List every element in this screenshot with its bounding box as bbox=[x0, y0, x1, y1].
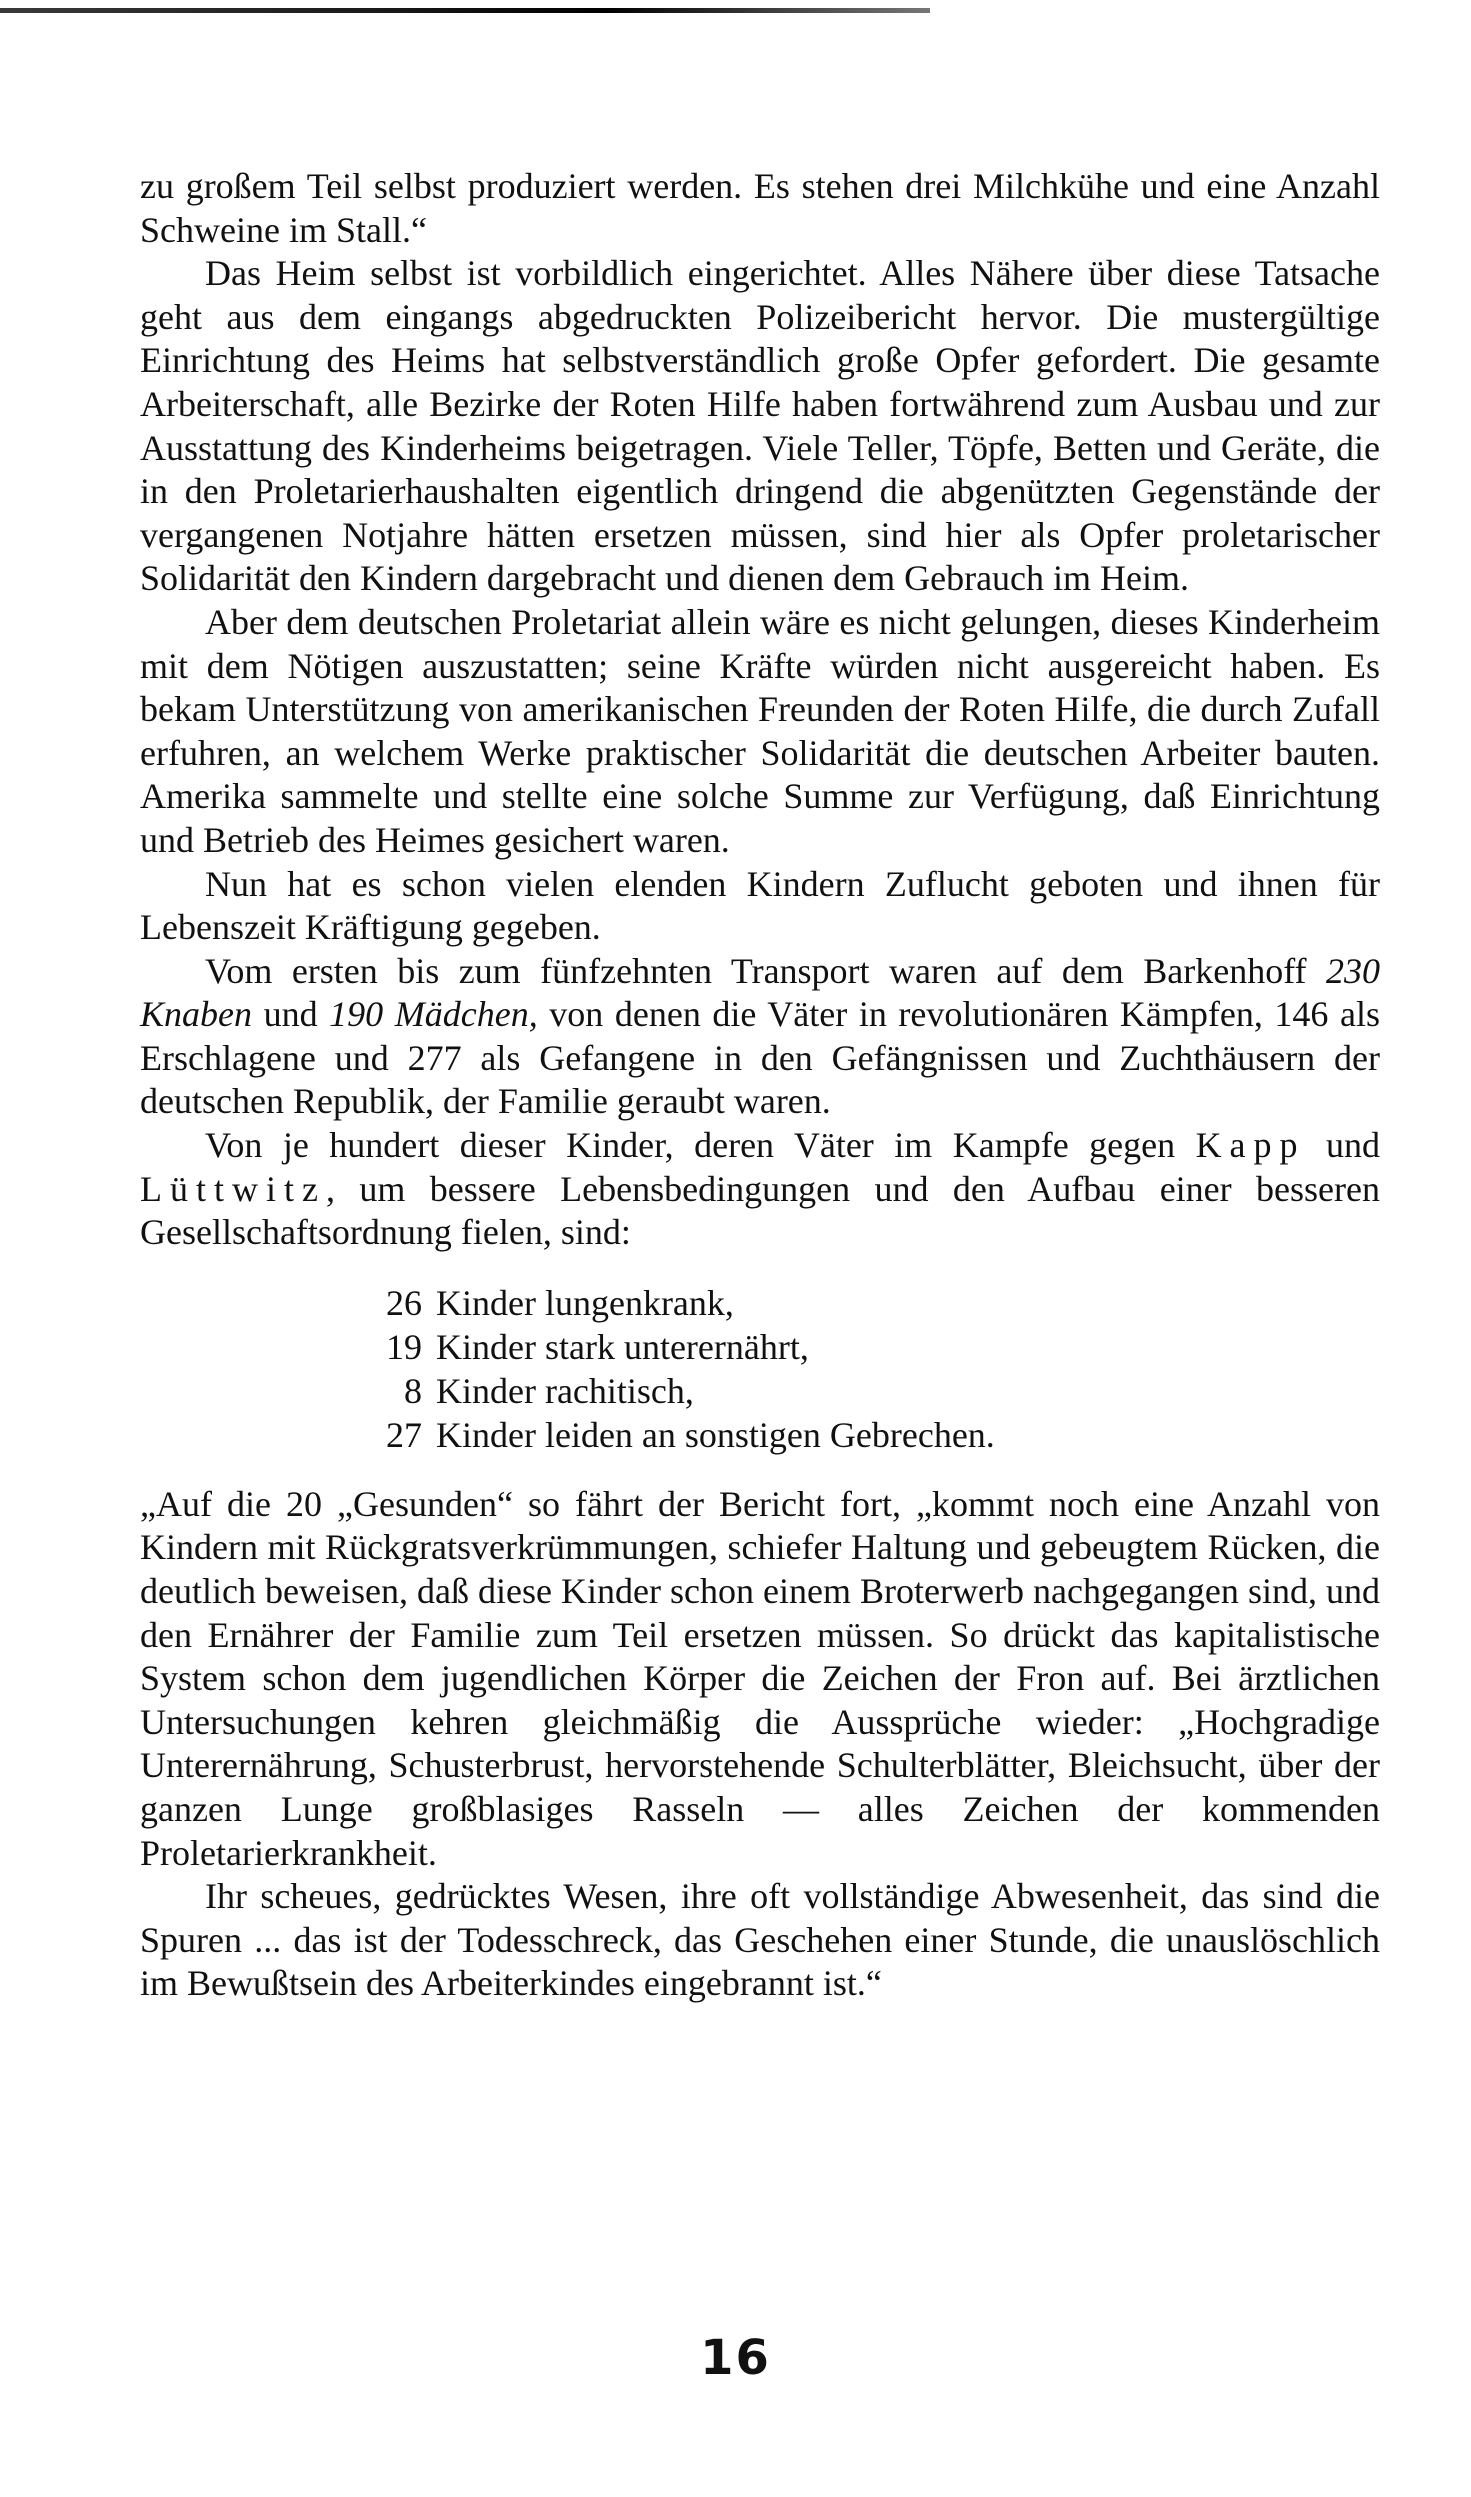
paragraph-2: Das Heim selbst ist vorbildlich eingerichtet. Alles Nähere über diese Tatsache geht aus dem eingangs abgedruckten Polizeibericht hervor. Die mustergültige Einrichtung des Heims hat selbstverständlich große Opfer gefordert. Die gesamte Arbeiterschaft, alle Bezirke der Roten Hilfe haben fortwährend zum Ausbau und zur Ausstattung des Kinderheims beigetragen. Viele Teller, Töpfe, Betten und Geräte, die in den Proletarierhaushalten eigentlich dringend die abgenützten Gegenstände der vergangenen Notjahre hätten ersetzen müssen, sind hier als Opfer proletarischer Solidarität den Kindern dargebracht und dienen dem Gebrauch im Heim. bbox=[140, 253, 1380, 599]
list-item bbox=[370, 1369, 1380, 1413]
list-item-label: Kinder lungenkrank, bbox=[436, 1282, 734, 1323]
list-item-label: Kinder rachitisch, bbox=[436, 1370, 694, 1411]
list-item-label: Kinder stark unterernährt, bbox=[436, 1326, 809, 1367]
paragraph-7: „Auf die 20 „Gesunden“ so fährt der Bericht fort, „kommt noch eine Anzahl von Kindern mit Rückgratsverkrümmungen, schiefer Haltung und gebeugtem Rücken, die deutlich beweisen, daß diese Kinder schon einem Broterwerb nachgegangen sind, und den Ernährer der Familie zum Teil ersetzen müssen. So drückt das kapitalistische System schon dem jugendlichen Körper die Zeichen der Fron auf. Bei ärztlichen Untersuchungen kehren gleichmäßig die Aussprüche wieder: „Hochgradige Unterernährung, Schusterbrust, hervorstehende Schulterblätter, Bleichsucht, über der ganzen Lunge großblasiges Rasseln — alles Zeichen der kommenden Proletarierkrankheit. bbox=[140, 1483, 1380, 1873]
page-number: 16 bbox=[700, 2330, 771, 2386]
paragraph-6-post: , um bessere Lebensbedingungen und den Aufbau einer besseren Gesellschaftsordnung fielen, sind: bbox=[140, 1168, 1380, 1253]
paragraph-4: Nun hat es schon vielen elenden Kindern Zuflucht geboten und ihnen für Lebenszeit Kräftigung gegeben. bbox=[140, 863, 1380, 948]
emphasis-boys: 230 Knaben bbox=[140, 950, 1380, 1035]
paragraph-6 bbox=[140, 1124, 1380, 1255]
list-item-count: 27 bbox=[386, 1414, 422, 1455]
paragraph-1: zu großem Teil selbst produziert werden. Es stehen drei Milchkühe und eine Anzahl Schweine im Stall.“ bbox=[140, 166, 1380, 250]
paragraph-3: Aber dem deutschen Proletariat allein wäre es nicht gelungen, dieses Kinderheim mit dem Nötigen auszustatten; seine Kräfte würden nicht ausgereicht haben. Es bekam Unterstützung von amerikanischen Freunden der Roten Hilfe, die durch Zufall erfuhren, an welchem Werke praktischer Solidarität die deutschen Arbeiter bauten. Amerika sammelte und stellte eine solche Summe zur Verfügung, daß Einrichtung und Betrieb des Heimes gesichert waren. bbox=[140, 601, 1380, 860]
paragraph-5-pre: Vom ersten bis zum fünfzehnten Transport waren auf dem Barkenhoff bbox=[205, 950, 1326, 991]
statistics-list bbox=[140, 1281, 1380, 1457]
name-kapp: Kapp bbox=[1195, 1125, 1306, 1166]
top-rule bbox=[0, 8, 930, 13]
list-item-label: Kinder leiden an sonstigen Gebrechen. bbox=[436, 1414, 995, 1455]
list-item bbox=[370, 1413, 1380, 1457]
list-item-count: 26 bbox=[386, 1282, 422, 1323]
paragraph-6-pre: Von je hundert dieser Kinder, deren Väter im Kampfe gegen bbox=[205, 1125, 1196, 1166]
list-item-count: 8 bbox=[404, 1370, 422, 1411]
name-luettwitz: Lüttwitz bbox=[140, 1168, 326, 1209]
list-item bbox=[370, 1281, 1380, 1325]
paragraph-5-mid: und bbox=[252, 994, 330, 1035]
paragraph-5-post: von denen die Väter in revolutionären Kämpfen, 146 als Erschlagene und 277 als Gefangene in den Gefängnissen und Zuchthäusern der deutschen Republik, der Familie geraubt waren. bbox=[140, 994, 1381, 1122]
page-body bbox=[140, 165, 1380, 2365]
paragraph-5 bbox=[140, 950, 1380, 1124]
list-item-count: 19 bbox=[386, 1326, 422, 1367]
emphasis-girls: 190 Mädchen, bbox=[329, 994, 538, 1035]
paragraph-6-mid: und bbox=[1305, 1125, 1381, 1166]
paragraph-8: Ihr scheues, gedrücktes Wesen, ihre oft vollständige Abwesenheit, das sind die Spuren ... das ist der Todesschreck, das Geschehen einer Stunde, die unauslöschlich im Bewußtsein des Arbeiterkindes eingebrannt ist.“ bbox=[140, 1876, 1380, 2004]
list-item bbox=[370, 1325, 1380, 1369]
